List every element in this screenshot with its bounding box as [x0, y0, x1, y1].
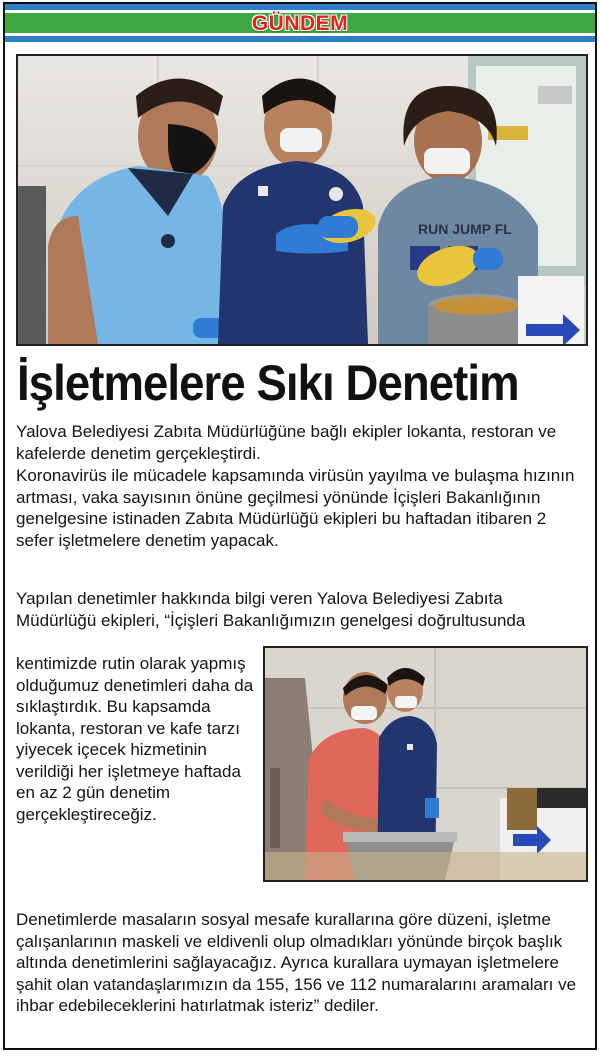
- section-title: GÜNDEM: [251, 12, 349, 35]
- tshirt-print: RUN JUMP FL: [418, 221, 512, 237]
- inspection-photo-illustration: [18, 56, 586, 344]
- main-photo: [16, 54, 588, 346]
- inset-photo: [263, 646, 588, 882]
- article-headline: İşletmelere Sıkı Denetim: [17, 355, 519, 411]
- article-paragraph-1: Yalova Belediyesi Zabıta Müdürlüğüne bağlı ekipler lokanta, restoran ve kafelerde denetim gerçekleştirdi.: [16, 422, 557, 463]
- article-paragraph-2: Koronavirüs ile mücadele kapsamında virüsün yayılma ve bulaşma hızının artması, vaka sayısının önüne geçilmesi yönünde İçişleri Bakanlığının genelgesine istinaden Zabıta Müdürlüğü ekipleri bu haftadan itibaren 2 sefer işletmelere denetim yapacak.: [16, 466, 575, 550]
- article-paragraph-4: Denetimlerde masaların sosyal mesafe kurallarına göre düzeni, işletme çalışanlarının maskeli ve eldivenli olup olmadıkları yönünde birçok başlık altında denetimlerini sağlayacağız. Ayrıca kurallara uymayan işletmelere şahit olan vatandaşlarımızın da 155, 156 ve 112 numaralarını aramaları ve ihbar edebileceklerini hatırlatmak isteriz” dediler.: [16, 910, 577, 1015]
- article-paragraph-3-continued: kentimizde rutin olarak yapmış olduğumuz denetimleri daha da sıklaştırdık. Bu kapsamda lokanta, restoran ve kafe tarzı yiyecek içecek hizmetinin verildiği her işletmeye haftada en az 2 gün denetim gerçekleştireceğiz.: [16, 654, 254, 824]
- newspaper-page: [3, 2, 597, 1050]
- kitchen-inspection-photo-illustration: [265, 648, 586, 880]
- article-paragraph-3: Yapılan denetimler hakkında bilgi veren Yalova Belediyesi Zabıta Müdürlüğü ekipleri, “İçişleri Bakanlığımızın genelgesi doğrultusunda: [16, 589, 526, 630]
- section-header-bar: [5, 4, 595, 42]
